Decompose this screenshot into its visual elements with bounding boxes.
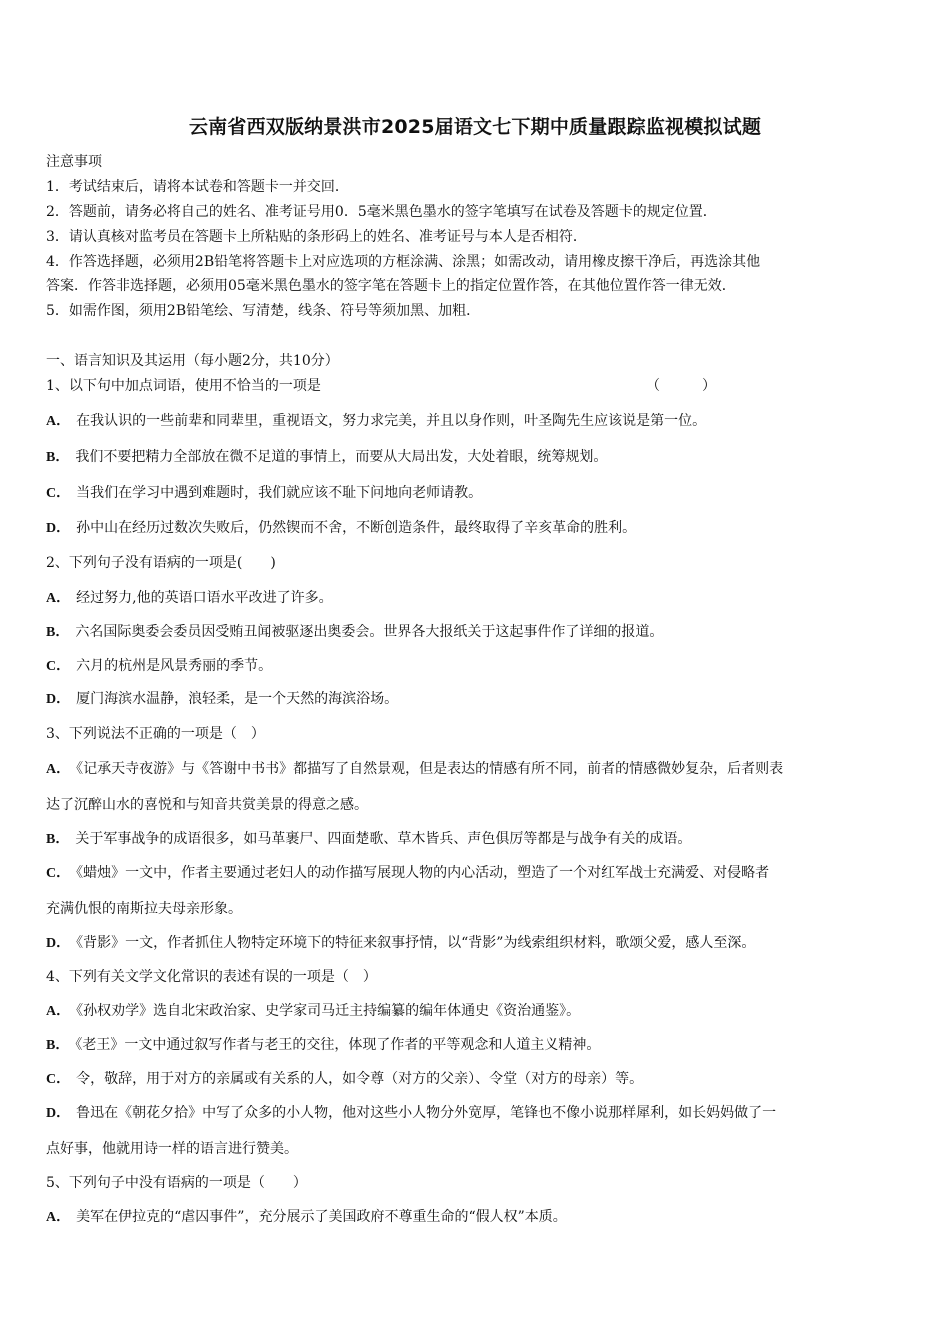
option-label: B． xyxy=(46,1038,70,1053)
question-3-option-d xyxy=(46,934,908,953)
question-1-option-d xyxy=(46,519,908,538)
option-label: A． xyxy=(46,1004,71,1019)
question-4-option-d xyxy=(46,1104,908,1123)
option-label: B． xyxy=(46,450,70,465)
option-text: 《记承天寺夜游》与《答谢中书书》都描写了自然景观，但是表达的情感有所不同，前者的情感微妙复杂，后者则表 xyxy=(76,761,784,777)
option-text: 《蜡烛》一文中，作者主要通过老妇人的动作描写展现人物的内心活动，塑造了一个对红军战士充满爱、对侵略者 xyxy=(76,865,770,881)
option-text: 六月的杭州是风景秀丽的季节。 xyxy=(76,658,273,674)
option-text: 令，敬辞，用于对方的亲属或有关系的人，如令尊（对方的父亲）、令堂（对方的母亲）等。 xyxy=(76,1071,644,1087)
question-3-option-c-cont: 充满仇恨的南斯拉夫母亲形象。 xyxy=(46,901,242,917)
option-text: 当我们在学习中遇到难题时，我们就应该不耻下问地向老师请教。 xyxy=(76,485,483,501)
question-stem-text: 1、以下句中加点词语，使用不恰当的一项是 xyxy=(46,378,321,394)
question-4-option-d-cont: 点好事，他就用诗一样的语言进行赞美。 xyxy=(46,1141,298,1157)
question-3-stem: 3、下列说法不正确的一项是（ ） xyxy=(46,726,265,742)
option-text: 六名国际奥委会委员因受贿丑闻被驱逐出奥委会。世界各大报纸关于这起事件作了详细的报道。 xyxy=(75,624,664,640)
question-4-stem: 4、下列有关文学文化常识的表述有误的一项是（ ） xyxy=(46,969,377,985)
option-text: 经过努力,他的英语口语水平改进了许多。 xyxy=(76,590,333,606)
question-1-stem xyxy=(46,377,908,395)
option-text: 《老王》一文中通过叙写作者与老王的交往，体现了作者的平等观念和人道主义精神。 xyxy=(75,1037,601,1053)
option-text: 厦门海滨水温静，浪轻柔，是一个天然的海滨浴场。 xyxy=(76,691,399,707)
question-2-option-d xyxy=(46,690,908,709)
option-label: A． xyxy=(46,414,71,429)
question-2-option-c xyxy=(46,657,908,676)
option-label: D． xyxy=(46,936,71,951)
option-text: 关于军事战争的成语很多，如马革裹尸、四面楚歌、草木皆兵、声色俱厉等都是与战争有关的成语。 xyxy=(75,831,692,847)
option-text: 《背影》一文，作者抓住人物特定环境下的特征来叙事抒情，以“背影”为线索组织材料，歌颂父爱，感人至深。 xyxy=(76,935,756,951)
question-2-option-b xyxy=(46,623,908,642)
question-3-option-b xyxy=(46,830,908,849)
question-5-stem: 5、下列句子中没有语病的一项是（ ） xyxy=(46,1175,307,1191)
question-3-option-a-cont: 达了沉醉山水的喜悦和与知音共赏美景的得意之感。 xyxy=(46,797,368,813)
notice-item: 2．答题前，请务必将自己的姓名、准考证号用0．5毫米黑色墨水的签字笔填写在试卷及答题卡的规定位置． xyxy=(46,204,717,220)
option-label: D． xyxy=(46,1106,71,1121)
question-5-option-a xyxy=(46,1208,908,1227)
question-3-option-a xyxy=(46,760,908,779)
notice-item: 1．考试结束后，请将本试卷和答题卡一并交回． xyxy=(46,179,349,195)
option-label: C． xyxy=(46,659,71,674)
option-label: A． xyxy=(46,1210,71,1225)
option-label: D． xyxy=(46,521,71,536)
question-1-option-b xyxy=(46,448,908,467)
notice-item: 5．如需作图，须用2B铅笔绘、写清楚，线条、符号等须加黑、加粗． xyxy=(46,303,481,319)
section-heading: 一、语言知识及其运用（每小题2分，共10分） xyxy=(46,353,339,369)
option-text: 我们不要把精力全部放在微不足道的事情上，而要从大局出发，大处着眼，统筹规划。 xyxy=(75,449,608,465)
option-text: 美军在伊拉克的“虐囚事件”，充分展示了美国政府不尊重生命的“假人权”本质。 xyxy=(76,1209,567,1225)
option-label: B． xyxy=(46,832,70,847)
option-label: D． xyxy=(46,692,71,707)
option-label: A． xyxy=(46,762,71,777)
option-text: 《孙权劝学》选自北宋政治家、史学家司马迁主持编纂的编年体通史《资治通鉴》。 xyxy=(76,1003,581,1019)
option-text: 孙中山在经历过数次失败后，仍然锲而不舍，不断创造条件，最终取得了辛亥革命的胜利。 xyxy=(76,520,637,536)
notice-heading: 注意事项 xyxy=(46,154,102,170)
option-text: 在我认识的一些前辈和同辈里，重视语文，努力求完美，并且以身作则，叶圣陶先生应该说是第一位。 xyxy=(76,413,707,429)
question-1-option-a xyxy=(46,412,908,431)
answer-parentheses: （ ） xyxy=(646,378,716,394)
question-2-stem: 2、下列句子没有语病的一项是( ) xyxy=(46,555,276,571)
notice-item: 答案．作答非选择题，必须用05毫米黑色墨水的签字笔在答题卡上的指定位置作答，在其他位置作答一律无效． xyxy=(46,278,736,294)
question-3-option-c xyxy=(46,864,908,883)
question-4-option-b xyxy=(46,1036,908,1055)
notice-item: 4．作答选择题，必须用2B铅笔将答题卡上对应选项的方框涂满、涂黑；如需改动，请用橡皮擦干净后，再选涂其他 xyxy=(46,254,761,270)
option-label: C． xyxy=(46,486,71,501)
question-2-option-a xyxy=(46,589,908,608)
option-label: B． xyxy=(46,625,70,640)
option-label: C． xyxy=(46,866,71,881)
notice-item: 3．请认真核对监考员在答题卡上所粘贴的条形码上的姓名、准考证号与本人是否相符． xyxy=(46,229,587,245)
question-1-option-c xyxy=(46,484,908,503)
question-4-option-c xyxy=(46,1070,908,1089)
option-label: C． xyxy=(46,1072,71,1087)
question-4-option-a xyxy=(46,1002,908,1021)
page-title: 云南省西双版纳景洪市2025届语文七下期中质量跟踪监视模拟试题 xyxy=(188,116,762,138)
option-text: 鲁迅在《朝花夕拾》中写了众多的小人物，他对这些小人物分外宽厚，笔锋也不像小说那样犀利，如长妈妈做了一 xyxy=(76,1105,777,1121)
option-label: A． xyxy=(46,591,71,606)
